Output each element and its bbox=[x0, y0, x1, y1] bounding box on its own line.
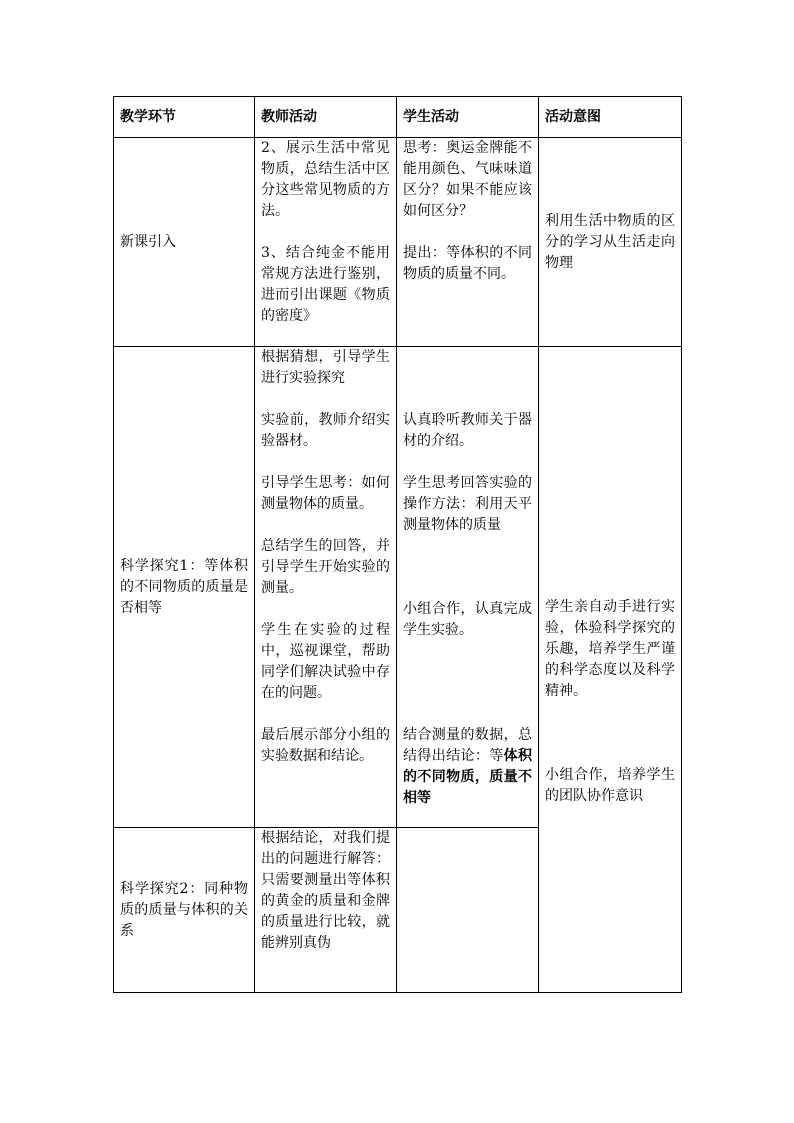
stage-cell-intro bbox=[114, 138, 255, 347]
student-text: 思考：奥运金牌能不能用颜色、气味味道区分？如果不能应该如何区分？ bbox=[403, 140, 532, 219]
teacher-text: 总结学生的回答，并引导学生开始实验的测量。 bbox=[261, 538, 390, 596]
table-row-inquiry-1 bbox=[114, 347, 682, 828]
teacher-text: 实验前，教师介绍实验器材。 bbox=[261, 412, 390, 449]
teacher-text: 学生在实验的过程中，巡视课堂，帮助同学们解决试验中存在的问题。 bbox=[261, 622, 390, 701]
stage-label: 新课引入 bbox=[120, 233, 176, 250]
teacher-text: 最后展示部分小组的实验数据和结论。 bbox=[261, 727, 390, 764]
teacher-cell-intro bbox=[255, 138, 397, 347]
student-cell-inquiry-1 bbox=[397, 347, 539, 828]
stage-cell-inquiry-2 bbox=[114, 828, 255, 993]
student-cell-intro bbox=[397, 138, 539, 347]
teacher-cell-inquiry-1 bbox=[255, 347, 397, 828]
conclusion-emphasis: 体积的不同物质，质量不相等 bbox=[403, 748, 532, 806]
lesson-plan-table bbox=[113, 96, 682, 993]
header-activity-intent: 活动意图 bbox=[539, 97, 682, 138]
intent-cell-intro bbox=[539, 138, 682, 347]
teacher-text: 根据结论，对我们提出的问题进行解答：只需要测量出等体积的黄金的质量和金牌的质量进行比较，就能辨别真伪 bbox=[261, 830, 390, 951]
intent-text: 小组合作，培养学生的团队协作意识 bbox=[545, 767, 675, 804]
header-row bbox=[114, 97, 682, 138]
intent-text: 学生亲自动手进行实验，体验科学探究的乐趣，培养学生严谨的科学态度以及科学精神。 bbox=[545, 599, 675, 699]
teacher-text: 3、结合纯金不能用常规方法进行鉴别，进而引出课题《物质的密度》 bbox=[261, 245, 390, 324]
teacher-text: 2、展示生活中常见物质，总结生活中区分这些常见物质的方法。 bbox=[261, 140, 390, 219]
stage-cell-inquiry-1 bbox=[114, 347, 255, 828]
stage-label: 科学探究1：等体积的不同物质的质量是否相等 bbox=[120, 557, 248, 616]
header-student-activity: 学生活动 bbox=[397, 97, 539, 138]
stage-label: 科学探究2：同种物质的质量与体积的关系 bbox=[120, 880, 248, 939]
student-text: 提出：等体积的不同物质的质量不同。 bbox=[403, 245, 532, 282]
table-row-intro bbox=[114, 138, 682, 347]
teacher-cell-inquiry-2 bbox=[255, 828, 397, 993]
conclusion-lead: 结合测量的数据，总结得出结论：等 bbox=[403, 727, 532, 764]
intent-text: 利用生活中物质的区分的学习从生活走向物理 bbox=[545, 212, 675, 271]
student-cell-inquiry-2 bbox=[397, 828, 539, 993]
teacher-text: 根据猜想，引导学生进行实验探究 bbox=[261, 349, 390, 386]
student-text: 小组合作，认真完成学生实验。 bbox=[403, 601, 532, 638]
header-teacher-activity: 教师活动 bbox=[255, 97, 397, 138]
student-text: 学生思考回答实验的操作方法：利用天平测量物体的质量 bbox=[403, 475, 532, 533]
teacher-text: 引导学生思考：如何测量物体的质量。 bbox=[261, 475, 390, 512]
header-stage: 教学环节 bbox=[114, 97, 255, 138]
intent-cell-inquiry bbox=[539, 347, 682, 993]
student-conclusion bbox=[403, 725, 532, 809]
student-text: 认真聆听教师关于器材的介绍。 bbox=[403, 412, 532, 449]
